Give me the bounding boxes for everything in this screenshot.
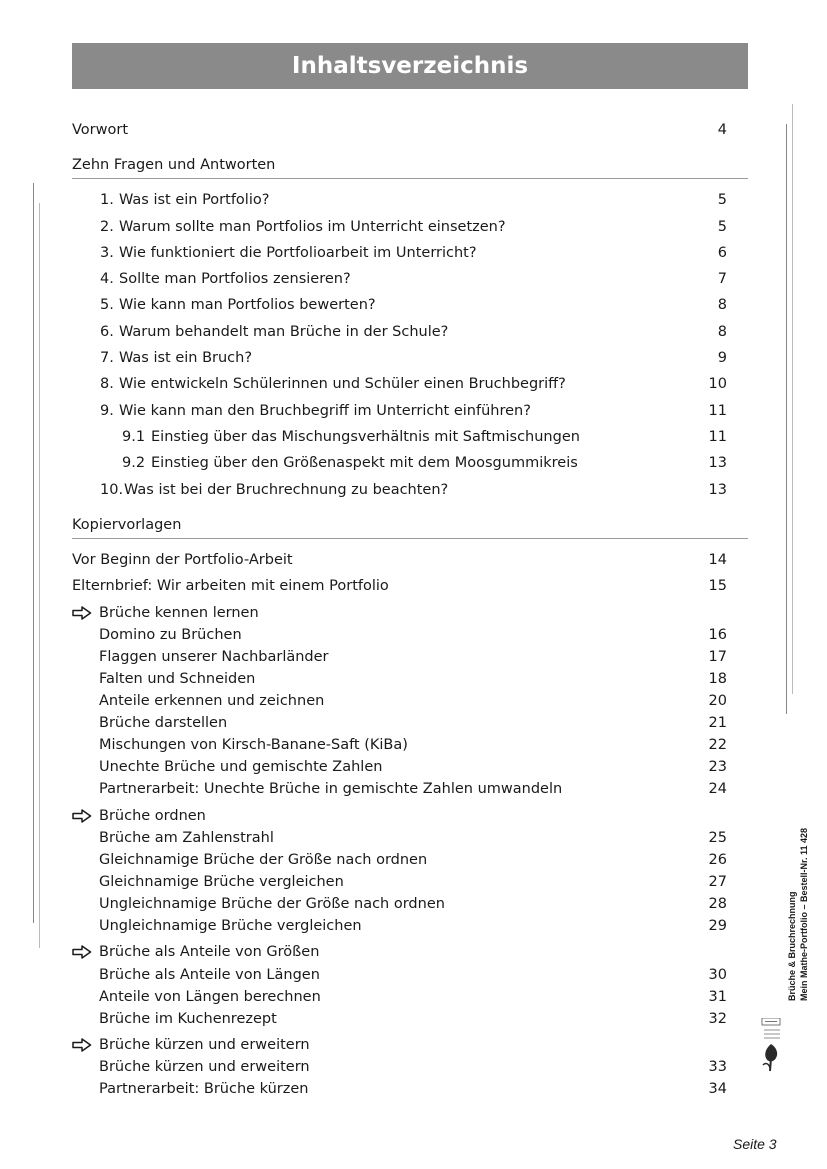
toc-label: Anteile erkennen und zeichnen xyxy=(99,693,325,709)
toc-number: 4. xyxy=(100,271,114,287)
section-heading-fragen xyxy=(72,154,727,176)
toc-page: 31 xyxy=(708,989,727,1005)
group-heading xyxy=(72,1034,727,1056)
toc-label: Vorwort xyxy=(72,122,129,138)
page-number: Seite 3 xyxy=(733,1136,777,1152)
toc-number: 9.2 xyxy=(122,455,146,471)
toc-label: Einstieg über den Größenaspekt mit dem Moosgummikreis xyxy=(151,455,578,471)
toc-page: 8 xyxy=(717,297,727,313)
toc-entry[interactable] xyxy=(72,756,727,778)
toc-page: 17 xyxy=(708,649,727,665)
section-divider xyxy=(72,178,748,179)
toc-entry[interactable] xyxy=(72,1056,727,1078)
toc-entry-sub[interactable] xyxy=(72,452,727,474)
toc-label: Warum behandelt man Brüche in der Schule? xyxy=(119,324,449,340)
toc-number: 5. xyxy=(100,297,114,313)
toc-label: Flaggen unserer Nachbarländer xyxy=(99,649,329,665)
toc-page: 10 xyxy=(708,376,727,392)
margin-line xyxy=(33,183,34,923)
side-line-2: Mein Mathe-Portfolio – Bestell-Nr. 11 428 xyxy=(799,827,809,1001)
toc-page: 33 xyxy=(708,1059,727,1075)
toc-label: Brüche am Zahlenstrahl xyxy=(99,830,274,846)
toc-page: 22 xyxy=(708,737,727,753)
toc-page: 26 xyxy=(708,852,727,868)
toc-entry-elternbrief[interactable] xyxy=(72,575,727,597)
toc-page: 9 xyxy=(717,350,727,366)
toc-number: 2. xyxy=(100,219,114,235)
group-heading xyxy=(72,941,727,963)
toc-entry[interactable] xyxy=(72,849,727,871)
toc-entry[interactable] xyxy=(72,373,727,395)
toc-label: Wie kann man Portfolios bewerten? xyxy=(119,297,376,313)
toc-entry-vor-beginn[interactable] xyxy=(72,549,727,571)
toc-label: Was ist ein Portfolio? xyxy=(119,192,270,208)
toc-label: Gleichnamige Brüche der Größe nach ordnen xyxy=(99,852,428,868)
toc-entry[interactable] xyxy=(72,827,727,849)
toc-page: 32 xyxy=(708,1011,727,1027)
arrow-right-icon xyxy=(72,945,92,959)
toc-label: Falten und Schneiden xyxy=(99,671,256,687)
toc-page: 6 xyxy=(717,245,727,261)
toc-page: 27 xyxy=(708,874,727,890)
toc-label: Unechte Brüche und gemischte Zahlen xyxy=(99,759,383,775)
toc-entry[interactable] xyxy=(72,624,727,646)
toc-label: Ungleichnamige Brüche der Größe nach ordnen xyxy=(99,896,445,912)
section-label: Kopiervorlagen xyxy=(72,517,182,533)
toc-entry[interactable] xyxy=(72,986,727,1008)
toc-number: 6. xyxy=(100,324,114,340)
group-title: Brüche als Anteile von Größen xyxy=(99,944,320,960)
toc-page: 18 xyxy=(708,671,727,687)
toc-entry[interactable] xyxy=(72,321,727,343)
arrow-right-icon xyxy=(72,1038,92,1052)
toc-entry[interactable] xyxy=(72,1078,727,1100)
toc-entry[interactable] xyxy=(72,964,727,986)
toc-label: Partnerarbeit: Unechte Brüche in gemischte Zahlen umwandeln xyxy=(99,781,563,797)
toc-label: Brüche darstellen xyxy=(99,715,228,731)
toc-page: 30 xyxy=(708,967,727,983)
toc-label: Wie entwickeln Schülerinnen und Schüler einen Bruchbegriff? xyxy=(119,376,566,392)
toc-page: 29 xyxy=(708,918,727,934)
group-heading xyxy=(72,805,727,827)
group-heading xyxy=(72,602,727,624)
toc-label: Wie kann man den Bruchbegriff im Unterricht einführen? xyxy=(119,403,531,419)
toc-entry[interactable] xyxy=(72,712,727,734)
toc-label: Einstieg über das Mischungsverhältnis mit Saftmischungen xyxy=(151,429,580,445)
toc-page: 4 xyxy=(717,122,727,138)
toc-label: Was ist ein Bruch? xyxy=(119,350,253,366)
toc-entry[interactable] xyxy=(72,778,727,800)
toc-number: 9.1 xyxy=(122,429,146,445)
toc-label: Wie funktioniert die Portfolioarbeit im Unterricht? xyxy=(119,245,477,261)
group-title: Brüche kennen lernen xyxy=(99,605,259,621)
toc-page: 11 xyxy=(708,429,727,445)
toc-page: 11 xyxy=(708,403,727,419)
toc-entry[interactable] xyxy=(72,893,727,915)
side-line-1: Brüche & Bruchrechnung xyxy=(787,891,797,1001)
toc-label: Warum sollte man Portfolios im Unterricht einsetzen? xyxy=(119,219,506,235)
section-label: Zehn Fragen und Antworten xyxy=(72,157,276,173)
toc-number: 7. xyxy=(100,350,114,366)
toc-label: Partnerarbeit: Brüche kürzen xyxy=(99,1081,309,1097)
toc-number: 1. xyxy=(100,192,114,208)
toc-page: 16 xyxy=(708,627,727,643)
arrow-right-icon xyxy=(72,809,92,823)
toc-entry[interactable] xyxy=(72,294,727,316)
toc-entry[interactable] xyxy=(72,915,727,937)
toc-label: Anteile von Längen berechnen xyxy=(99,989,321,1005)
toc-number: 3. xyxy=(100,245,114,261)
section-heading-kopiervorlagen xyxy=(72,514,727,536)
toc-entry[interactable] xyxy=(72,690,727,712)
publisher-logo-icon xyxy=(760,1018,784,1072)
toc-page: 5 xyxy=(717,219,727,235)
toc-label: Vor Beginn der Portfolio-Arbeit xyxy=(72,552,293,568)
toc-page: 13 xyxy=(708,455,727,471)
toc-page: 13 xyxy=(708,482,727,498)
margin-line xyxy=(39,203,40,948)
toc-label: Brüche im Kuchenrezept xyxy=(99,1011,277,1027)
toc-entry[interactable] xyxy=(72,347,727,369)
toc-label: Was ist bei der Bruchrechnung zu beachten? xyxy=(124,482,449,498)
toc-page: 7 xyxy=(717,271,727,287)
toc-number: 10. xyxy=(100,482,124,498)
toc-label: Domino zu Brüchen xyxy=(99,627,242,643)
toc-page: 25 xyxy=(708,830,727,846)
arrow-right-icon xyxy=(72,606,92,620)
toc-label: Ungleichnamige Brüche vergleichen xyxy=(99,918,362,934)
toc-entry-vorwort[interactable] xyxy=(72,119,727,141)
toc-label: Gleichnamige Brüche vergleichen xyxy=(99,874,344,890)
toc-number: 9. xyxy=(100,403,114,419)
toc-label: Elternbrief: Wir arbeiten mit einem Portfolio xyxy=(72,578,389,594)
toc-entry[interactable] xyxy=(72,400,727,422)
toc-entry[interactable] xyxy=(72,268,727,290)
toc-label: Brüche als Anteile von Längen xyxy=(99,967,320,983)
section-divider xyxy=(72,538,748,539)
toc-page: 23 xyxy=(708,759,727,775)
toc-label: Sollte man Portfolios zensieren? xyxy=(119,271,351,287)
group-title: Brüche kürzen und erweitern xyxy=(99,1037,310,1053)
toc-entry[interactable] xyxy=(72,668,727,690)
toc-page: 21 xyxy=(708,715,727,731)
toc-label: Mischungen von Kirsch-Banane-Saft (KiBa) xyxy=(99,737,408,753)
toc-entry[interactable] xyxy=(72,242,727,264)
toc-label: Brüche kürzen und erweitern xyxy=(99,1059,310,1075)
page-title: Inhaltsverzeichnis xyxy=(72,43,748,89)
toc-page: 15 xyxy=(708,578,727,594)
toc-entry[interactable] xyxy=(72,216,727,238)
toc-entry[interactable] xyxy=(72,189,727,211)
toc-page: 8 xyxy=(717,324,727,340)
toc-page: 28 xyxy=(708,896,727,912)
toc-page: 14 xyxy=(708,552,727,568)
toc-entry[interactable] xyxy=(72,734,727,756)
margin-line xyxy=(786,124,787,714)
toc-page: 5 xyxy=(717,192,727,208)
publisher-side-text xyxy=(786,801,810,1001)
toc-entry[interactable] xyxy=(72,1008,727,1030)
toc-number: 8. xyxy=(100,376,114,392)
margin-line xyxy=(792,104,793,694)
toc-entry[interactable] xyxy=(72,871,727,893)
toc-page: 34 xyxy=(708,1081,727,1097)
toc-page: 20 xyxy=(708,693,727,709)
group-title: Brüche ordnen xyxy=(99,808,206,824)
toc-entry-sub[interactable] xyxy=(72,426,727,448)
toc-entry[interactable] xyxy=(72,646,727,668)
toc-entry[interactable] xyxy=(72,479,727,501)
toc-page: 24 xyxy=(708,781,727,797)
